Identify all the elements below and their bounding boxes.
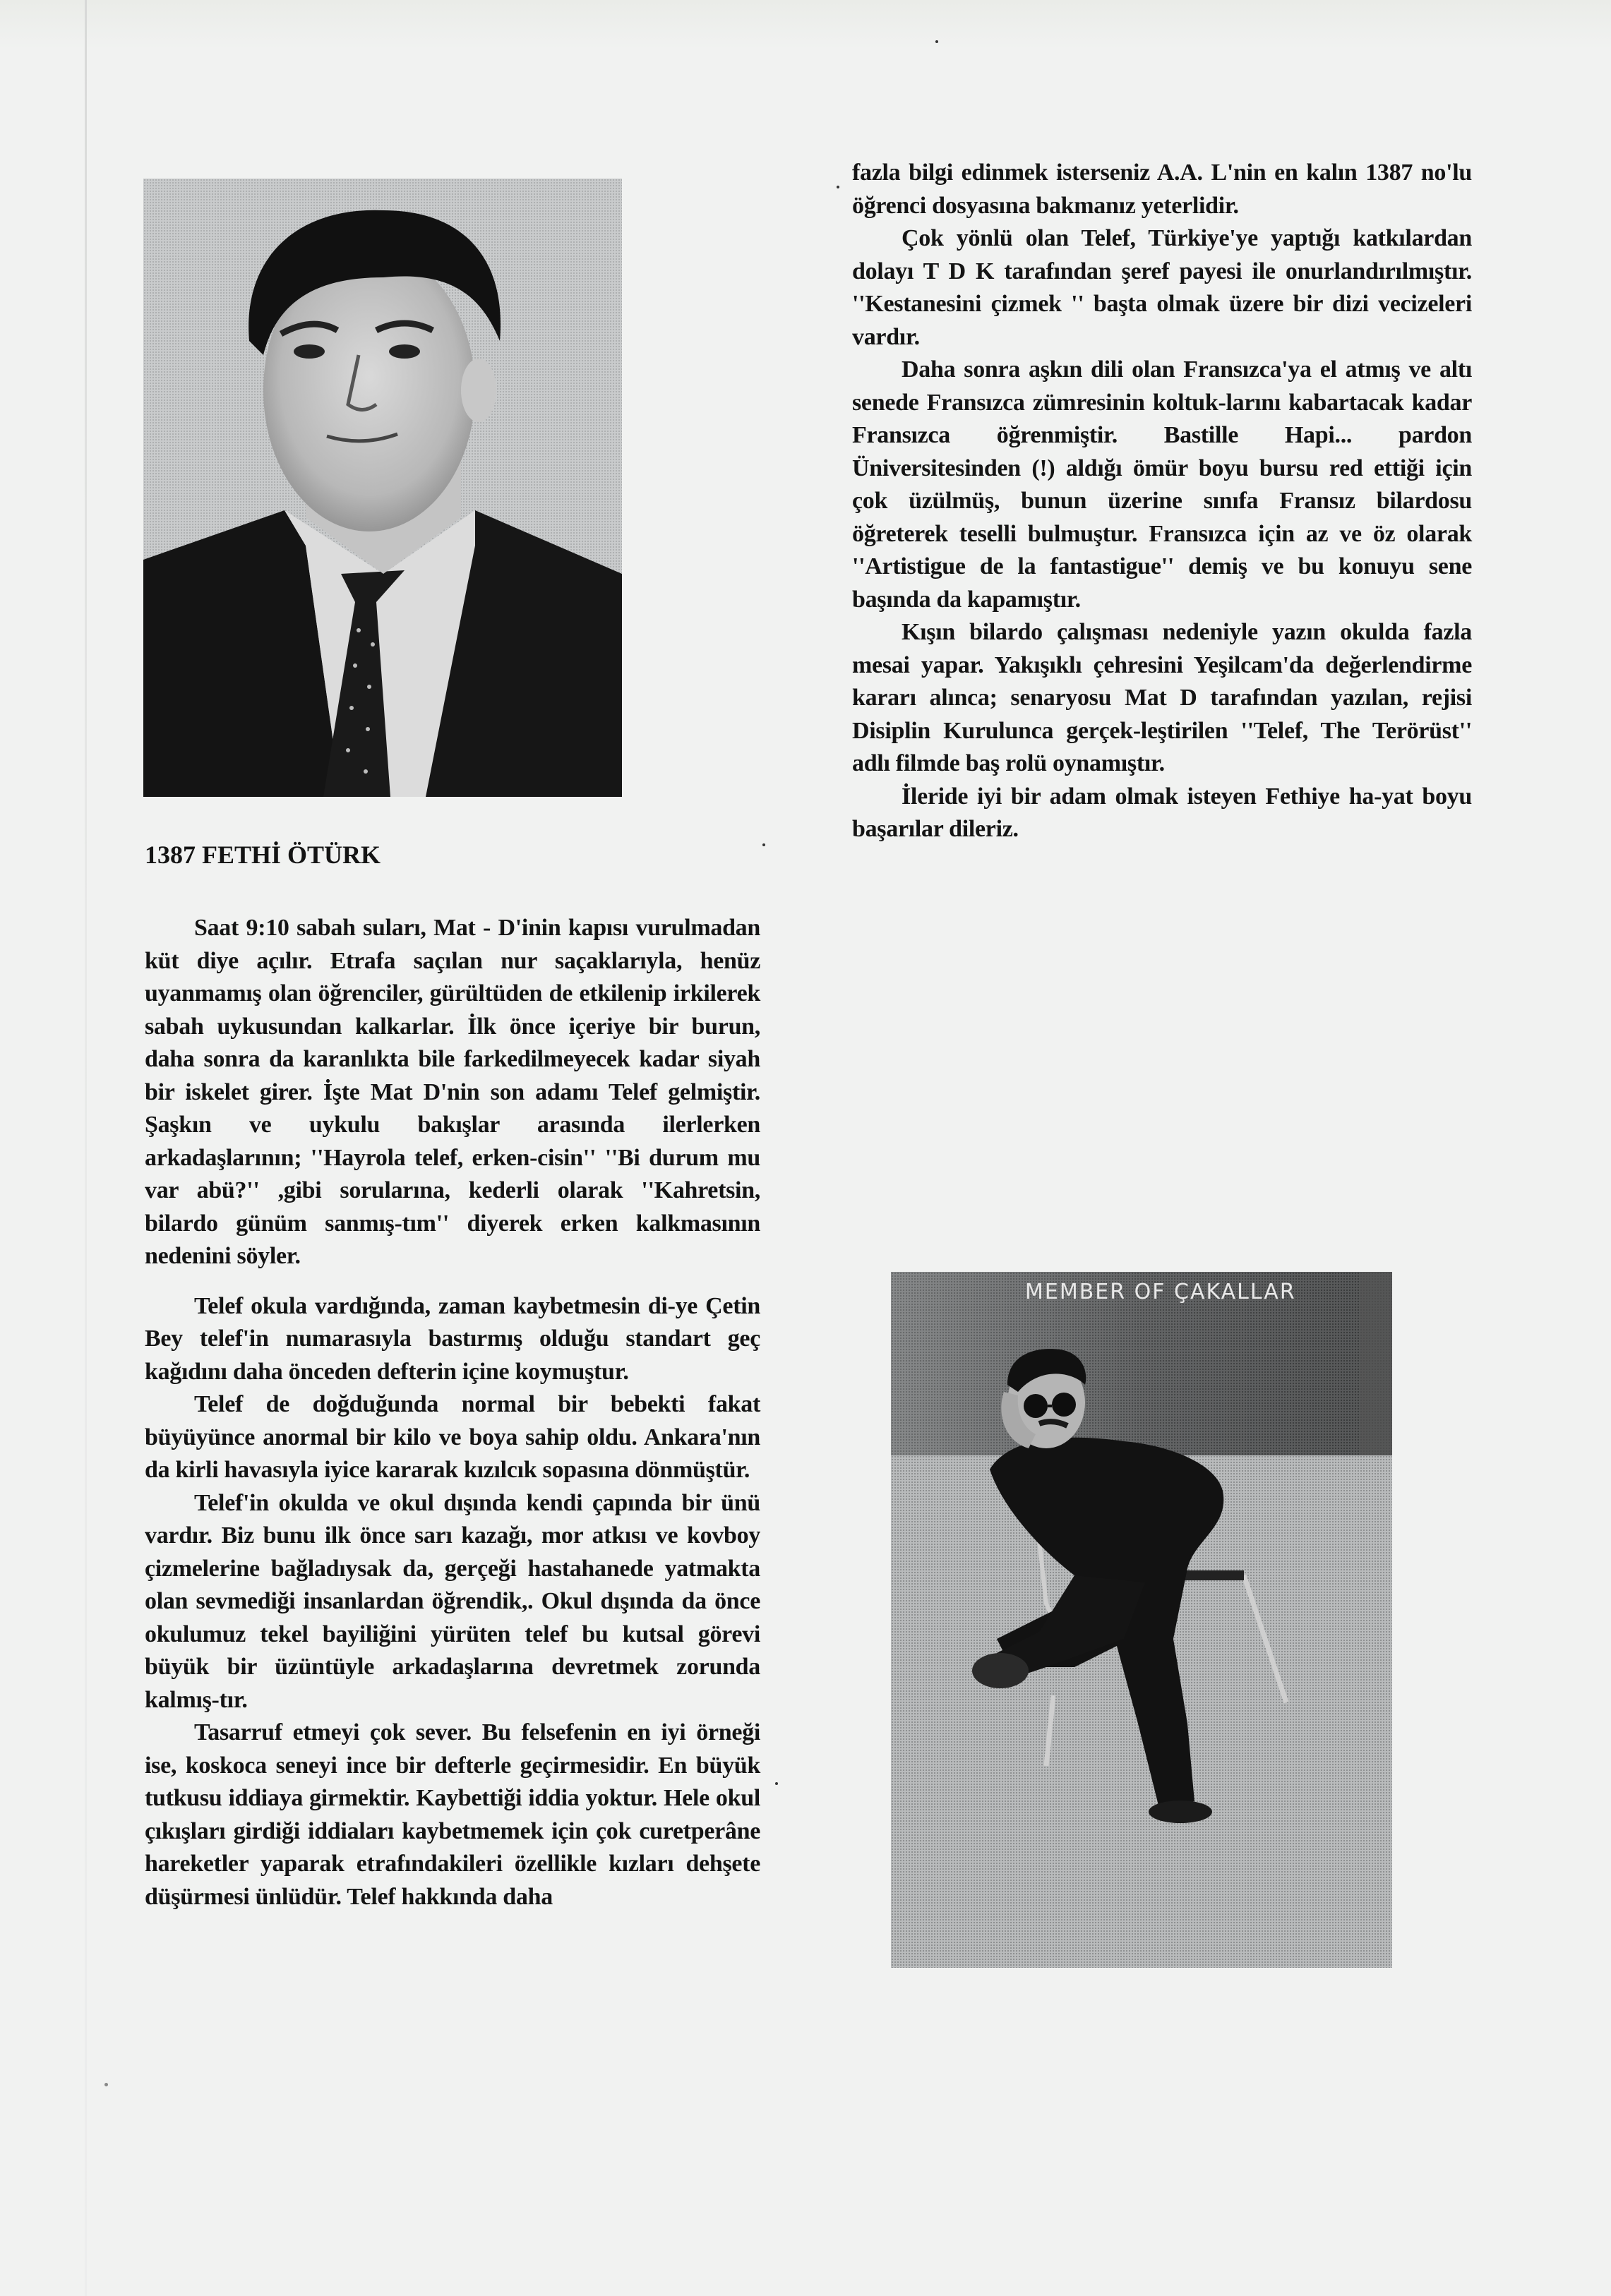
scan-speck (775, 1782, 778, 1785)
paragraph: Telef'in okulda ve okul dışında kendi çapında bir ünü vardır. Biz bunu ilk önce sarı kazağı, mor atkısı ve kovboy çizmelerine bağladıysak da, gerçeği hastahanede yatmakta olan sevmediği insanlardan öğrendik,. Okul dışında da önce okulumuz tekel bayiliğini yürüten telef bu kutsal görevi büyük bir üzüntüyle arkadaşlarına devretmek zorunda kalmış-tır. (145, 1489, 760, 1713)
portrait-photo (143, 179, 622, 797)
paragraph: Telef okula vardığında, zaman kaybetmesin di-ye Çetin Bey telef'in numarasıyla bastırmış olduğu standart geç kağıdını daha önceden defterin içine koymuştur. (145, 1292, 760, 1385)
chalkboard-text: MEMBER OF ÇAKALLAR (1025, 1280, 1296, 1304)
scan-speck (104, 2083, 108, 2086)
paragraph: Kışın bilardo çalışması nedeniyle yazın okulda fazla mesai yapar. Yakışıklı çehresini Yeşilcam'da değerlendirme kararı alınca; senaryosu Mat D tarafından yazılan, rejisi Disiplin Kurulunca gerçek-leştirilen ''Telef, The Terörüst'' adlı filmde baş rolü oynamıştır. (852, 619, 1472, 776)
paragraph: İleride iyi bir adam olmak isteyen Fethiye ha-yat boyu başarılar dileriz. (852, 783, 1472, 842)
right-column-text (852, 157, 1472, 846)
scan-top-shadow (0, 0, 1611, 49)
paragraph: Çok yönlü olan Telef, Türkiye'ye yaptığı katkılardan dolayı T D K tarafından şeref payesi ile onurlandırılmıştır. ''Kestanesini çizmek '' başta olmak üzere bir dizi vecizeleri vardır. (852, 225, 1472, 350)
paragraph: Saat 9:10 sabah suları, Mat - D'inin kapısı vurulmadan küt diye açılır. Etrafa saçılan nur saçaklarıyla, henüz uyanmamış olan öğrenciler, gürültüden de etkilenip irkilerek sabah uykusundan kalkarlar. İlk önce içeriye bir burun, daha sonra da karanlıkta bile farkedilmeyecek kadar siyah bir iskelet girer. İşte Mat D'nin son adamı Telef gelmiştir. Şaşkın ve uykulu bakışlar arasında ilerlerken arkadaşlarının; ''Hayrola telef, erken-cisin'' ''Bi durum mu var abü?'' ,gibi sorularına, kederli olarak ''Kahretsin, bilardo günüm sanmış-tım'' diyerek erken kalkmasının nedenini söyler. (145, 915, 760, 1269)
paragraph: Telef de doğduğunda normal bir bebekti fakat büyüyünce anormal bir kilo ve boya sahip oldu. Ankara'nın da kirli havasıyla iyice kararak kızılcık sopasına dönmüştür. (145, 1391, 760, 1483)
paragraph: fazla bilgi edinmek isterseniz A.A. L'nin en kalın 1387 no'lu öğrenci dosyasına bakmanız yeterlidir. (852, 160, 1472, 219)
article-heading: 1387 FETHİ ÖTÜRK (145, 841, 381, 869)
scan-speck (935, 40, 938, 43)
page-binding-edge (85, 0, 87, 2296)
scan-speck (837, 186, 839, 188)
paragraph: Daha sonra aşkın dili olan Fransızca'ya el atmış ve altı senede Fransızca zümresinin koltuk-larını kabartacak kadar Fransızca öğrenmiştir. Bastille Hapi... pardon Üniversitesinden (!) aldığı ömür boyu bursu red ettiği için çok üzülmüş, bunun üzerine sınıfa Fransız bilardosu öğreterek teselli bulmuştur. Fransızca için az ve öz olarak ''Artistigue de la fantastigue'' demiş ve bu konuyu sene başında da kapamıştır. (852, 356, 1472, 613)
scan-speck (762, 843, 765, 846)
left-column-text (145, 912, 760, 1913)
chair-photo-graphic (891, 1272, 1392, 1968)
paragraph: Tasarruf etmeyi çok sever. Bu felsefenin en iyi örneği ise, koskoca seneyi ince bir defterle geçirmesidir. En büyük tutkusu iddiaya girmektir. Kaybettiği iddia yoktur. Hele okul çıkışları girdiği iddiaları kaybetmemek için çok curetperâne hareketler yaparak etrafındakileri özellikle kızları dehşete düşürmesi ünlüdür. Telef hakkında daha (145, 1719, 760, 1910)
paragraph-gap (145, 1273, 760, 1290)
chair-photo (891, 1272, 1392, 1968)
portrait-photo-graphic (143, 179, 622, 797)
